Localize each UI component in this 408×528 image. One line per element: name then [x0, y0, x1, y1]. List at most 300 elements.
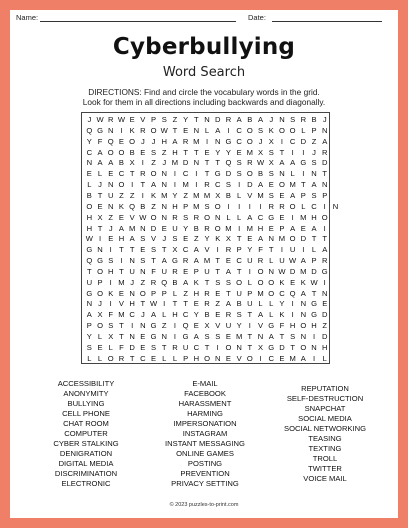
grid-letter[interactable]: O: [321, 212, 328, 222]
grid-letter[interactable]: N: [300, 310, 307, 320]
grid-letter[interactable]: O: [289, 234, 296, 244]
grid-letter[interactable]: L: [162, 353, 167, 363]
grid-letter[interactable]: T: [215, 266, 221, 276]
grid-letter[interactable]: M: [193, 201, 200, 211]
grid-letter[interactable]: Y: [215, 147, 221, 157]
grid-letter[interactable]: C: [279, 288, 285, 298]
grid-letter[interactable]: S: [150, 147, 157, 157]
grid-letter[interactable]: A: [300, 256, 306, 266]
grid-letter[interactable]: X: [97, 212, 103, 222]
grid-letter[interactable]: V: [204, 245, 210, 255]
grid-letter[interactable]: B: [225, 190, 231, 200]
grid-letter[interactable]: C: [268, 353, 274, 363]
grid-letter[interactable]: E: [183, 125, 189, 135]
grid-letter[interactable]: F: [97, 136, 103, 146]
grid-letter[interactable]: A: [225, 299, 231, 309]
grid-letter[interactable]: C: [182, 310, 189, 320]
grid-letter[interactable]: I: [238, 180, 241, 190]
grid-letter[interactable]: I: [238, 223, 241, 233]
grid-letter[interactable]: A: [172, 136, 178, 146]
grid-letter[interactable]: A: [215, 125, 221, 135]
grid-letter[interactable]: J: [140, 310, 145, 320]
grid-letter[interactable]: E: [97, 201, 103, 211]
grid-letter[interactable]: G: [86, 245, 93, 255]
grid-letter[interactable]: G: [97, 256, 103, 266]
grid-letter[interactable]: I: [109, 245, 112, 255]
grid-letter[interactable]: M: [300, 212, 307, 222]
grid-letter[interactable]: O: [118, 147, 125, 157]
grid-letter[interactable]: B: [204, 310, 210, 320]
grid-letter[interactable]: E: [300, 223, 306, 233]
grid-letter[interactable]: A: [290, 190, 296, 200]
grid-letter[interactable]: L: [301, 125, 306, 135]
grid-letter[interactable]: T: [226, 288, 231, 298]
grid-letter[interactable]: G: [225, 136, 232, 146]
grid-letter[interactable]: X: [215, 190, 221, 200]
grid-letter[interactable]: M: [278, 234, 286, 244]
grid-letter[interactable]: D: [129, 342, 135, 352]
grid-letter[interactable]: O: [300, 342, 307, 352]
grid-letter[interactable]: G: [268, 342, 275, 352]
grid-letter[interactable]: V: [118, 299, 124, 309]
grid-letter[interactable]: S: [268, 169, 274, 179]
grid-letter[interactable]: E: [108, 234, 114, 244]
grid-letter[interactable]: B: [247, 115, 253, 124]
grid-letter[interactable]: M: [193, 190, 200, 200]
grid-letter[interactable]: T: [322, 234, 328, 244]
grid-letter[interactable]: M: [203, 256, 211, 266]
grid-letter[interactable]: S: [204, 332, 210, 341]
grid-letter[interactable]: G: [214, 169, 221, 179]
grid-letter[interactable]: Y: [183, 223, 189, 233]
grid-letter[interactable]: D: [300, 136, 307, 146]
grid-letter[interactable]: O: [246, 136, 253, 146]
grid-letter[interactable]: E: [118, 212, 124, 222]
grid-letter[interactable]: R: [107, 115, 114, 124]
grid-letter[interactable]: Y: [247, 245, 253, 255]
grid-letter[interactable]: U: [86, 277, 93, 287]
grid-letter[interactable]: R: [172, 266, 178, 276]
grid-letter[interactable]: L: [311, 245, 317, 255]
grid-letter[interactable]: W: [139, 212, 147, 222]
grid-letter[interactable]: N: [300, 332, 307, 341]
grid-letter[interactable]: Z: [183, 288, 188, 298]
grid-letter[interactable]: R: [268, 201, 274, 211]
grid-letter[interactable]: H: [172, 310, 178, 320]
grid-letter[interactable]: Q: [129, 201, 136, 211]
grid-letter[interactable]: O: [107, 147, 114, 157]
grid-letter[interactable]: C: [214, 180, 221, 190]
grid-letter[interactable]: C: [193, 342, 200, 352]
grid-letter[interactable]: R: [204, 180, 210, 190]
grid-letter[interactable]: L: [172, 353, 178, 363]
grid-letter[interactable]: S: [150, 342, 157, 352]
grid-letter[interactable]: U: [225, 321, 232, 331]
grid-letter[interactable]: A: [225, 266, 231, 276]
grid-letter[interactable]: A: [322, 136, 328, 146]
grid-letter[interactable]: R: [150, 277, 157, 287]
grid-letter[interactable]: K: [268, 125, 274, 135]
grid-letter[interactable]: N: [204, 115, 210, 124]
grid-letter[interactable]: H: [86, 223, 93, 233]
grid-letter[interactable]: P: [300, 190, 306, 200]
grid-letter[interactable]: S: [311, 190, 317, 200]
grid-letter[interactable]: T: [129, 353, 135, 363]
grid-letter[interactable]: E: [279, 353, 285, 363]
grid-letter[interactable]: G: [86, 288, 93, 298]
grid-letter[interactable]: O: [150, 169, 157, 179]
grid-letter[interactable]: J: [162, 158, 167, 168]
grid-letter[interactable]: K: [215, 234, 221, 244]
grid-letter[interactable]: L: [87, 180, 92, 190]
grid-letter[interactable]: H: [172, 201, 178, 211]
grid-letter[interactable]: J: [140, 136, 145, 146]
grid-letter[interactable]: N: [129, 256, 135, 266]
grid-letter[interactable]: A: [268, 332, 274, 341]
grid-letter[interactable]: Y: [225, 147, 231, 157]
grid-letter[interactable]: O: [204, 353, 210, 363]
grid-letter[interactable]: Y: [86, 332, 92, 341]
grid-letter[interactable]: A: [257, 180, 264, 190]
grid-letter[interactable]: T: [279, 147, 285, 157]
grid-letter[interactable]: A: [257, 115, 264, 124]
grid-letter[interactable]: H: [321, 342, 328, 352]
grid-letter[interactable]: Y: [183, 115, 189, 124]
grid-letter[interactable]: Y: [172, 190, 178, 200]
grid-letter[interactable]: R: [247, 158, 253, 168]
grid-letter[interactable]: X: [172, 245, 178, 255]
grid-letter[interactable]: I: [163, 299, 166, 309]
grid-letter[interactable]: T: [301, 180, 306, 190]
grid-letter[interactable]: S: [257, 125, 264, 135]
grid-letter[interactable]: K: [193, 277, 199, 287]
grid-letter[interactable]: N: [268, 234, 274, 244]
grid-letter[interactable]: M: [257, 288, 264, 298]
grid-letter[interactable]: D: [247, 180, 253, 190]
grid-letter[interactable]: X: [268, 158, 274, 168]
grid-letter[interactable]: N: [321, 125, 328, 135]
grid-letter[interactable]: N: [332, 201, 339, 211]
grid-letter[interactable]: H: [118, 234, 125, 244]
grid-letter[interactable]: T: [247, 310, 253, 320]
grid-letter[interactable]: T: [247, 342, 253, 352]
grid-letter[interactable]: N: [140, 223, 146, 233]
grid-letter[interactable]: C: [129, 310, 135, 320]
grid-letter[interactable]: I: [312, 353, 316, 363]
grid-letter[interactable]: N: [300, 299, 307, 309]
grid-letter[interactable]: I: [238, 201, 241, 211]
grid-letter[interactable]: Q: [107, 136, 114, 146]
grid-letter[interactable]: H: [311, 321, 317, 331]
grid-letter[interactable]: S: [150, 245, 157, 255]
grid-letter[interactable]: I: [109, 299, 112, 309]
grid-letter[interactable]: Z: [108, 212, 114, 222]
grid-letter[interactable]: J: [98, 180, 102, 190]
grid-letter[interactable]: L: [237, 190, 242, 200]
grid-letter[interactable]: L: [269, 299, 274, 309]
grid-letter[interactable]: N: [311, 169, 317, 179]
grid-letter[interactable]: B: [172, 277, 178, 287]
grid-letter[interactable]: N: [257, 332, 264, 341]
grid-letter[interactable]: L: [97, 169, 103, 179]
grid-letter[interactable]: C: [118, 169, 125, 179]
grid-letter[interactable]: W: [310, 277, 318, 287]
grid-letter[interactable]: A: [311, 180, 317, 190]
grid-letter[interactable]: B: [129, 147, 135, 157]
grid-letter[interactable]: T: [119, 332, 124, 341]
grid-letter[interactable]: W: [117, 115, 126, 124]
grid-letter[interactable]: O: [214, 223, 221, 233]
grid-letter[interactable]: O: [278, 180, 285, 190]
grid-letter[interactable]: N: [193, 158, 200, 168]
grid-letter[interactable]: D: [279, 342, 285, 352]
grid-letter[interactable]: Q: [289, 288, 296, 298]
grid-letter[interactable]: R: [300, 115, 307, 124]
grid-letter[interactable]: S: [86, 342, 92, 352]
grid-letter[interactable]: G: [268, 321, 275, 331]
grid-letter[interactable]: L: [290, 169, 295, 179]
grid-letter[interactable]: S: [204, 201, 210, 211]
grid-letter[interactable]: M: [203, 190, 211, 200]
grid-letter[interactable]: R: [204, 288, 210, 298]
grid-letter[interactable]: J: [162, 234, 167, 244]
grid-letter[interactable]: O: [97, 266, 103, 276]
grid-letter[interactable]: H: [172, 147, 178, 157]
grid-letter[interactable]: B: [236, 299, 242, 309]
grid-letter[interactable]: D: [225, 169, 232, 179]
grid-letter[interactable]: G: [97, 125, 103, 135]
grid-letter[interactable]: N: [107, 125, 114, 135]
grid-letter[interactable]: I: [173, 169, 176, 179]
grid-letter[interactable]: T: [204, 277, 210, 287]
grid-letter[interactable]: Y: [204, 234, 210, 244]
grid-letter[interactable]: I: [98, 234, 102, 244]
grid-letter[interactable]: A: [129, 234, 135, 244]
grid-letter[interactable]: A: [300, 288, 306, 298]
grid-letter[interactable]: L: [108, 342, 113, 352]
grid-letter[interactable]: Z: [183, 190, 188, 200]
grid-letter[interactable]: S: [183, 212, 189, 222]
grid-letter[interactable]: T: [311, 288, 317, 298]
grid-letter[interactable]: T: [87, 266, 92, 276]
grid-letter[interactable]: P: [311, 125, 317, 135]
grid-letter[interactable]: I: [141, 158, 144, 168]
grid-letter[interactable]: A: [322, 245, 328, 255]
grid-letter[interactable]: U: [182, 342, 189, 352]
grid-letter[interactable]: A: [193, 245, 199, 255]
grid-letter[interactable]: T: [215, 158, 221, 168]
grid-letter[interactable]: N: [236, 342, 242, 352]
grid-letter[interactable]: L: [322, 353, 327, 363]
grid-letter[interactable]: T: [247, 332, 253, 341]
grid-letter[interactable]: R: [172, 342, 178, 352]
grid-letter[interactable]: F: [258, 245, 263, 255]
grid-letter[interactable]: C: [311, 201, 317, 211]
grid-letter[interactable]: N: [161, 332, 167, 341]
grid-letter[interactable]: T: [322, 169, 328, 179]
grid-letter[interactable]: P: [183, 201, 189, 211]
grid-letter[interactable]: N: [321, 180, 328, 190]
grid-letter[interactable]: M: [118, 310, 125, 320]
name-line[interactable]: [40, 13, 236, 22]
grid-letter[interactable]: O: [246, 169, 253, 179]
grid-letter[interactable]: Q: [225, 158, 232, 168]
grid-letter[interactable]: I: [323, 201, 326, 211]
grid-letter[interactable]: Y: [236, 321, 242, 331]
grid-letter[interactable]: O: [107, 353, 114, 363]
grid-letter[interactable]: U: [236, 288, 242, 298]
grid-letter[interactable]: B: [311, 115, 317, 124]
grid-letter[interactable]: Z: [140, 277, 146, 287]
grid-letter[interactable]: P: [247, 288, 253, 298]
grid-letter[interactable]: I: [195, 180, 198, 190]
grid-letter[interactable]: Z: [129, 190, 135, 200]
grid-letter[interactable]: G: [321, 266, 328, 276]
grid-letter[interactable]: U: [107, 190, 114, 200]
grid-letter[interactable]: J: [312, 147, 316, 157]
grid-letter[interactable]: O: [246, 353, 253, 363]
grid-letter[interactable]: E: [97, 342, 103, 352]
grid-letter[interactable]: P: [150, 115, 157, 124]
grid-letter[interactable]: U: [247, 299, 253, 309]
grid-letter[interactable]: D: [150, 223, 157, 233]
grid-letter[interactable]: J: [108, 223, 113, 233]
grid-letter[interactable]: R: [182, 256, 189, 266]
grid-letter[interactable]: K: [150, 190, 157, 200]
grid-letter[interactable]: E: [215, 310, 221, 320]
grid-letter[interactable]: A: [290, 158, 296, 168]
grid-letter[interactable]: X: [97, 310, 103, 320]
grid-letter[interactable]: J: [151, 136, 156, 146]
grid-letter[interactable]: O: [97, 321, 103, 331]
grid-letter[interactable]: N: [161, 201, 167, 211]
grid-letter[interactable]: D: [321, 158, 328, 168]
grid-letter[interactable]: E: [279, 190, 285, 200]
grid-letter[interactable]: C: [182, 245, 189, 255]
grid-letter[interactable]: D: [321, 310, 328, 320]
grid-letter[interactable]: T: [129, 169, 135, 179]
grid-letter[interactable]: U: [129, 266, 135, 276]
grid-letter[interactable]: U: [204, 266, 210, 276]
grid-letter[interactable]: Z: [194, 234, 199, 244]
grid-letter[interactable]: L: [97, 332, 103, 341]
grid-letter[interactable]: E: [140, 147, 146, 157]
grid-letter[interactable]: A: [97, 147, 103, 157]
grid-letter[interactable]: X: [268, 136, 274, 146]
grid-letter[interactable]: O: [214, 201, 221, 211]
grid-letter[interactable]: S: [108, 321, 114, 331]
grid-letter[interactable]: M: [300, 266, 307, 276]
grid-letter[interactable]: L: [247, 277, 252, 287]
grid-letter[interactable]: R: [140, 169, 146, 179]
grid-letter[interactable]: I: [227, 125, 230, 135]
grid-letter[interactable]: R: [204, 299, 210, 309]
grid-letter[interactable]: S: [268, 147, 274, 157]
grid-letter[interactable]: I: [120, 256, 123, 266]
grid-letter[interactable]: P: [97, 277, 103, 287]
grid-letter[interactable]: I: [131, 321, 134, 331]
grid-letter[interactable]: E: [215, 288, 221, 298]
grid-letter[interactable]: T: [172, 299, 178, 309]
grid-letter[interactable]: I: [173, 332, 176, 341]
grid-letter[interactable]: K: [118, 201, 124, 211]
grid-letter[interactable]: E: [140, 245, 146, 255]
grid-letter[interactable]: H: [161, 136, 167, 146]
grid-letter[interactable]: A: [236, 115, 242, 124]
grid-letter[interactable]: I: [216, 245, 219, 255]
grid-letter[interactable]: Q: [86, 256, 93, 266]
grid-letter[interactable]: E: [193, 321, 199, 331]
grid-letter[interactable]: E: [183, 234, 189, 244]
grid-letter[interactable]: J: [98, 299, 102, 309]
grid-letter[interactable]: R: [182, 136, 189, 146]
grid-letter[interactable]: A: [118, 223, 124, 233]
grid-letter[interactable]: N: [107, 201, 114, 211]
grid-letter[interactable]: I: [173, 180, 176, 190]
grid-letter[interactable]: L: [269, 256, 274, 266]
grid-letter[interactable]: S: [108, 256, 114, 266]
grid-letter[interactable]: B: [140, 201, 146, 211]
grid-letter[interactable]: A: [247, 212, 253, 222]
grid-letter[interactable]: G: [171, 256, 178, 266]
grid-letter[interactable]: I: [302, 147, 305, 157]
grid-letter[interactable]: O: [268, 277, 275, 287]
grid-letter[interactable]: Y: [279, 299, 285, 309]
grid-letter[interactable]: F: [119, 342, 124, 352]
grid-letter[interactable]: I: [312, 332, 316, 341]
grid-letter[interactable]: F: [151, 266, 156, 276]
grid-letter[interactable]: L: [162, 310, 167, 320]
grid-letter[interactable]: H: [193, 288, 200, 298]
grid-letter[interactable]: X: [129, 158, 135, 168]
grid-letter[interactable]: E: [108, 169, 114, 179]
grid-letter[interactable]: W: [85, 234, 93, 244]
grid-letter[interactable]: M: [171, 158, 179, 168]
grid-letter[interactable]: Z: [311, 136, 317, 146]
grid-letter[interactable]: H: [86, 212, 93, 222]
grid-letter[interactable]: Y: [86, 136, 92, 146]
grid-letter[interactable]: N: [193, 125, 200, 135]
grid-letter[interactable]: T: [204, 158, 210, 168]
grid-letter[interactable]: L: [269, 310, 274, 320]
date-line[interactable]: [272, 13, 382, 22]
grid-letter[interactable]: X: [204, 321, 210, 331]
grid-letter[interactable]: I: [227, 201, 230, 211]
grid-letter[interactable]: B: [193, 223, 199, 233]
grid-letter[interactable]: E: [204, 147, 210, 157]
grid-letter[interactable]: A: [193, 332, 199, 341]
grid-letter[interactable]: E: [150, 353, 157, 363]
grid-letter[interactable]: K: [279, 310, 285, 320]
grid-letter[interactable]: O: [150, 125, 157, 135]
grid-letter[interactable]: Z: [161, 321, 167, 331]
grid-letter[interactable]: T: [97, 223, 103, 233]
grid-letter[interactable]: Z: [215, 299, 221, 309]
grid-letter[interactable]: V: [257, 321, 264, 331]
grid-letter[interactable]: R: [193, 212, 200, 222]
grid-letter[interactable]: S: [236, 310, 242, 320]
grid-letter[interactable]: C: [182, 169, 189, 179]
grid-letter[interactable]: I: [291, 212, 294, 222]
grid-letter[interactable]: S: [140, 256, 146, 266]
grid-letter[interactable]: A: [193, 256, 199, 266]
grid-letter[interactable]: T: [204, 169, 210, 179]
grid-letter[interactable]: I: [141, 190, 144, 200]
grid-letter[interactable]: V: [247, 190, 253, 200]
grid-letter[interactable]: S: [225, 277, 231, 287]
grid-letter[interactable]: T: [140, 299, 146, 309]
grid-letter[interactable]: N: [161, 180, 167, 190]
